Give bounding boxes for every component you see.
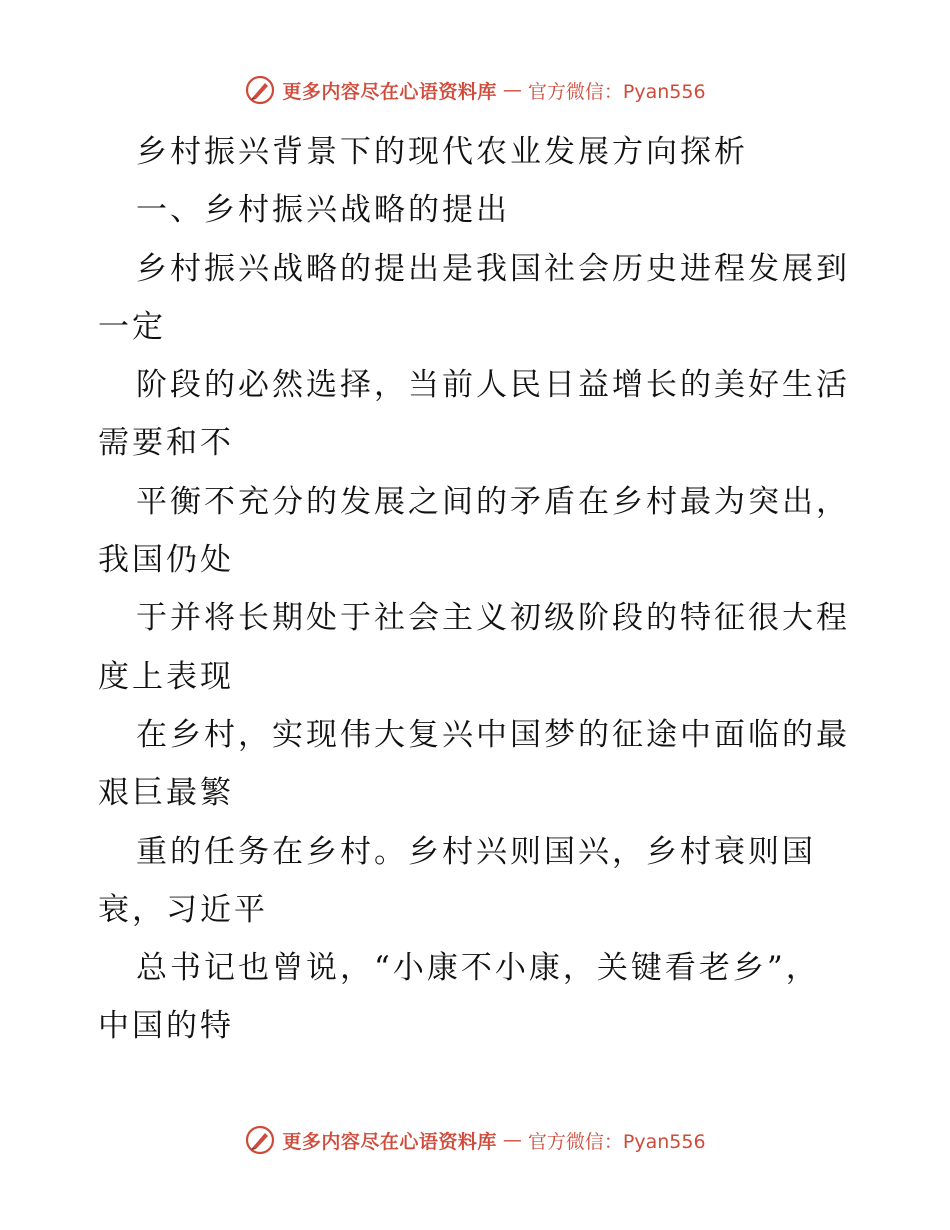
text-line: 在乡村，实现伟大复兴中国梦的征途中面临的最 bbox=[136, 716, 850, 753]
pen-logo-icon bbox=[244, 74, 276, 106]
footer-banner bbox=[0, 1120, 950, 1160]
text-line: 平衡不充分的发展之间的矛盾在乡村最为突出， bbox=[136, 483, 850, 520]
banner-title: 更多内容尽在心语资料库 bbox=[282, 1130, 497, 1153]
text-line: 乡村振兴战略的提出是我国社会历史进程发展到 bbox=[136, 250, 850, 287]
header-banner bbox=[0, 70, 950, 110]
banner-separator: — bbox=[502, 1129, 522, 1151]
text-line: 艰巨最繁 bbox=[98, 775, 234, 812]
text-line: 重的任务在乡村。乡村兴则国兴，乡村衰则国 bbox=[136, 833, 816, 870]
text-line: 我国仍处 bbox=[98, 542, 234, 579]
text-line: 需要和不 bbox=[98, 425, 234, 462]
banner-wechat: 官方微信：Pyan556 bbox=[527, 1130, 706, 1153]
pen-logo-icon bbox=[244, 1124, 276, 1156]
text-line: 于并将长期处于社会主义初级阶段的特征很大程 bbox=[136, 600, 850, 637]
text-line: 衰，习近平 bbox=[98, 891, 268, 928]
banner-title: 更多内容尽在心语资料库 bbox=[282, 80, 497, 103]
text-line: 总书记也曾说，“小康不小康，关键看老乡”， bbox=[136, 950, 820, 987]
text-line: 中国的特 bbox=[98, 1008, 234, 1045]
document-title: 乡村振兴背景下的现代农业发展方向探析 bbox=[136, 134, 748, 170]
banner-separator: — bbox=[502, 79, 522, 101]
document-body bbox=[98, 123, 858, 1056]
banner-wechat: 官方微信：Pyan556 bbox=[527, 80, 706, 103]
text-line: 阶段的必然选择，当前人民日益增长的美好生活 bbox=[136, 367, 850, 404]
text-line: 度上表现 bbox=[98, 658, 234, 695]
section-heading: 一、乡村振兴战略的提出 bbox=[136, 192, 510, 229]
text-line: 一定 bbox=[98, 308, 166, 345]
